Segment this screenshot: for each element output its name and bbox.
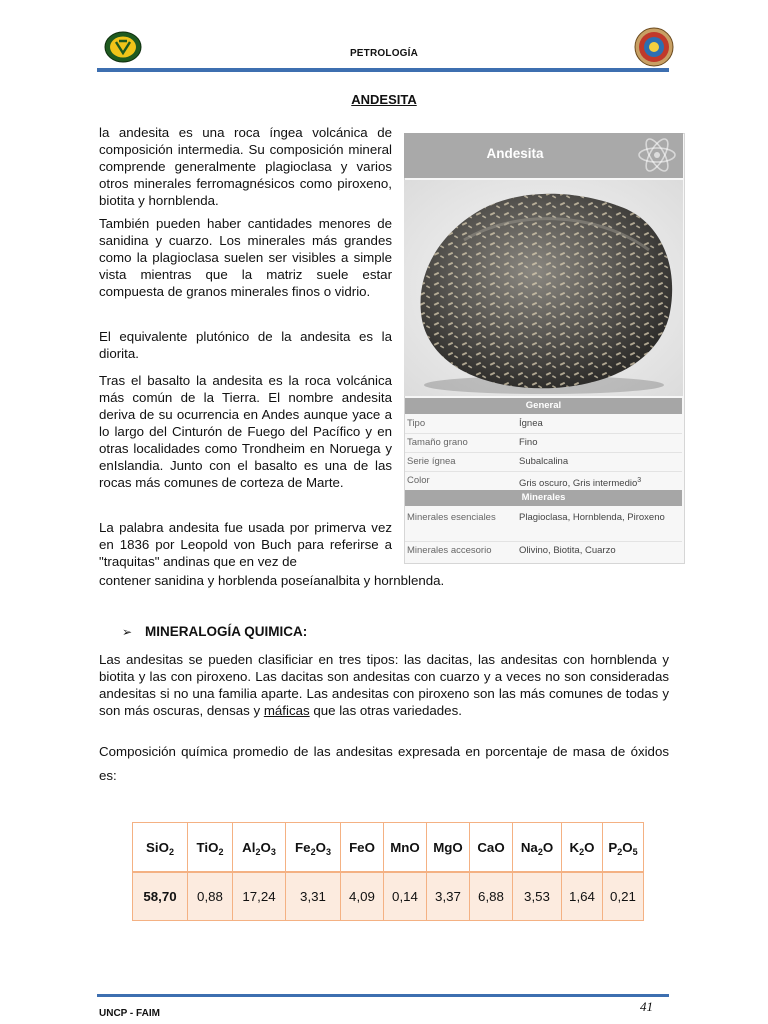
- formula-text: O: [542, 839, 554, 855]
- paragraph-1: la andesita es una roca íngea volcánica de composición intermedia. Su composición mineral comprende generalmente plagioclasa y varios otros minerales ferromagnésicos como piroxeno, biotita y hornblenda.: [99, 125, 392, 208]
- table-header-cell: [427, 823, 470, 873]
- table-header-cell: [233, 823, 286, 873]
- page-number: 41: [640, 999, 653, 1014]
- section-text: Las andesitas se pueden clasificiar en tres tipos: las dacitas, las andesitas con hornblenda y biotita y las con piroxeno. Las dacitas son andesitas con cuarzo y a veces no son consideradas andesitas si no una familia aparte. Las andesitas con piroxeno son las más comunes de todas y son más oscuras, densas y: [99, 652, 669, 718]
- formula-text: MgO: [433, 839, 463, 855]
- document-title: ANDESITA: [351, 92, 417, 107]
- table-header-cell: [133, 823, 188, 873]
- subscript: 3: [325, 846, 331, 857]
- table-value-cell: 3,37: [427, 872, 470, 921]
- section-heading: MINERALOGÍA QUIMICA:: [145, 624, 308, 639]
- subscript: 2: [537, 846, 543, 857]
- table-header-cell: [562, 823, 603, 873]
- table-value-cell: 1,64: [562, 872, 603, 921]
- subscript: 2: [310, 846, 316, 857]
- infobox-value: Fino: [519, 437, 538, 448]
- header-rule: [97, 68, 669, 72]
- paragraph-5: La palabra andesita fue usada por primerva vez en 1836 por Leopold von Buch para referirse a "traquitas" andinas que en vez de: [99, 520, 392, 569]
- table-value-cell: 3,31: [286, 872, 341, 921]
- row-divider: [405, 541, 682, 542]
- infobox-value: Olivino, Biotita, Cuarzo: [519, 545, 616, 556]
- infobox-value: Ígnea: [519, 418, 543, 429]
- table-header-cell: [603, 823, 644, 873]
- table-header-cell: [188, 823, 233, 873]
- subscript: 2: [218, 846, 224, 857]
- infobox-key: Minerales esenciales: [407, 512, 496, 523]
- infobox-key: Serie ígnea: [407, 456, 456, 467]
- section-paragraph-a: [99, 651, 669, 719]
- table-value-cell: 58,70: [133, 872, 188, 921]
- table-header-row: [133, 823, 644, 873]
- formula-text: P: [608, 839, 618, 855]
- paragraph-5-last-line: contener sanidina y horblenda poseíanalbita y hornblenda.: [99, 573, 445, 588]
- section-paragraph-b: Composición química promedio de las andesitas expresada en porcentaje de masa de óxidos es:: [99, 744, 669, 783]
- infobox-key: Color: [407, 475, 430, 486]
- infobox-general-header: General: [405, 398, 682, 414]
- table-header-cell: [341, 823, 384, 873]
- formula-text: MnO: [390, 839, 420, 855]
- andesite-rock-photo: [404, 180, 683, 396]
- table-value-cell: 0,21: [603, 872, 644, 921]
- infobox-value: Subalcalina: [519, 456, 569, 467]
- footer-rule: [97, 994, 669, 997]
- color-value: Gris oscuro, Gris intermedio: [519, 478, 638, 490]
- paragraph-2: También pueden haber cantidades menores de sanidina y cuarzo. Los minerales más grandes como la plagioclasa suelen ser visibles a simple vista mientras que la matriz suele estar compuesta de granos minerales finos o vidrio.: [99, 216, 392, 299]
- infobox-title: Andesita: [486, 146, 544, 161]
- formula-text: TiO: [196, 839, 219, 855]
- formula-text: Al: [242, 839, 256, 855]
- formula-text: CaO: [477, 839, 505, 855]
- formula-text: K: [569, 839, 580, 855]
- infobox-key: Tipo: [407, 418, 426, 429]
- table-value-cell: 0,88: [188, 872, 233, 921]
- formula-text: O: [622, 839, 633, 855]
- row-divider: [405, 433, 682, 434]
- table-value-cell: 0,14: [384, 872, 427, 921]
- row-divider: [405, 471, 682, 472]
- formula-text: O: [584, 839, 595, 855]
- formula-text: SiO: [146, 839, 169, 855]
- header-title: PETROLOGÍA: [349, 48, 419, 59]
- maficas-link[interactable]: máficas: [263, 703, 310, 718]
- formula-text: O: [260, 839, 271, 855]
- infobox-value: Plagioclasa, Hornblenda, Piroxeno: [519, 512, 665, 523]
- infobox-minerals-header: Minerales: [405, 490, 682, 506]
- subscript: 2: [579, 846, 585, 857]
- row-divider: [405, 452, 682, 453]
- university-seal: [634, 27, 674, 67]
- table-value-cell: 4,09: [341, 872, 384, 921]
- subscript: 2: [168, 846, 174, 857]
- arrow-bullet-icon: ➢: [122, 625, 133, 639]
- table-header-cell: [470, 823, 513, 873]
- paragraph-4: Tras el basalto la andesita es la roca volcánica más común de la Tierra. El nombre andesita deriva de su ocurrencia en Andes aunque yace a lo largo del Cinturón de Fuego del Pacífico y en otras localidades como Trondheim en Noruega y enIslandia. Junto con el basalto es una de las rocas más comunes de corteza de Marte.: [99, 373, 392, 490]
- formula-text: O: [315, 839, 326, 855]
- infobox-key: Tamaño grano: [407, 437, 468, 448]
- table-header-cell: [384, 823, 427, 873]
- table-header-cell: [286, 823, 341, 873]
- table-value-cell: 3,53: [513, 872, 562, 921]
- oxide-composition-table: [132, 822, 644, 921]
- table-header-cell: [513, 823, 562, 873]
- subscript: 2: [617, 846, 623, 857]
- subscript: 3: [270, 846, 276, 857]
- table-value-cell: 17,24: [233, 872, 286, 921]
- infobox-key: Minerales accesorio: [407, 545, 492, 556]
- section-text-end: que las otras variedades.: [309, 703, 462, 718]
- paragraph-3: El equivalente plutónico de la andesita es la diorita.: [99, 329, 392, 361]
- atom-icon: [636, 136, 678, 179]
- subscript: 5: [632, 846, 638, 857]
- table-value-cell: 6,88: [470, 872, 513, 921]
- formula-text: FeO: [349, 839, 375, 855]
- formula-text: Fe: [295, 839, 311, 855]
- subscript: 2: [255, 846, 261, 857]
- footnote-ref[interactable]: 3: [637, 477, 642, 484]
- infobox-value: [519, 473, 681, 491]
- formula-text: Na: [520, 839, 538, 855]
- table-row: [133, 872, 644, 921]
- footer-label: UNCP - FAIM: [99, 1008, 160, 1019]
